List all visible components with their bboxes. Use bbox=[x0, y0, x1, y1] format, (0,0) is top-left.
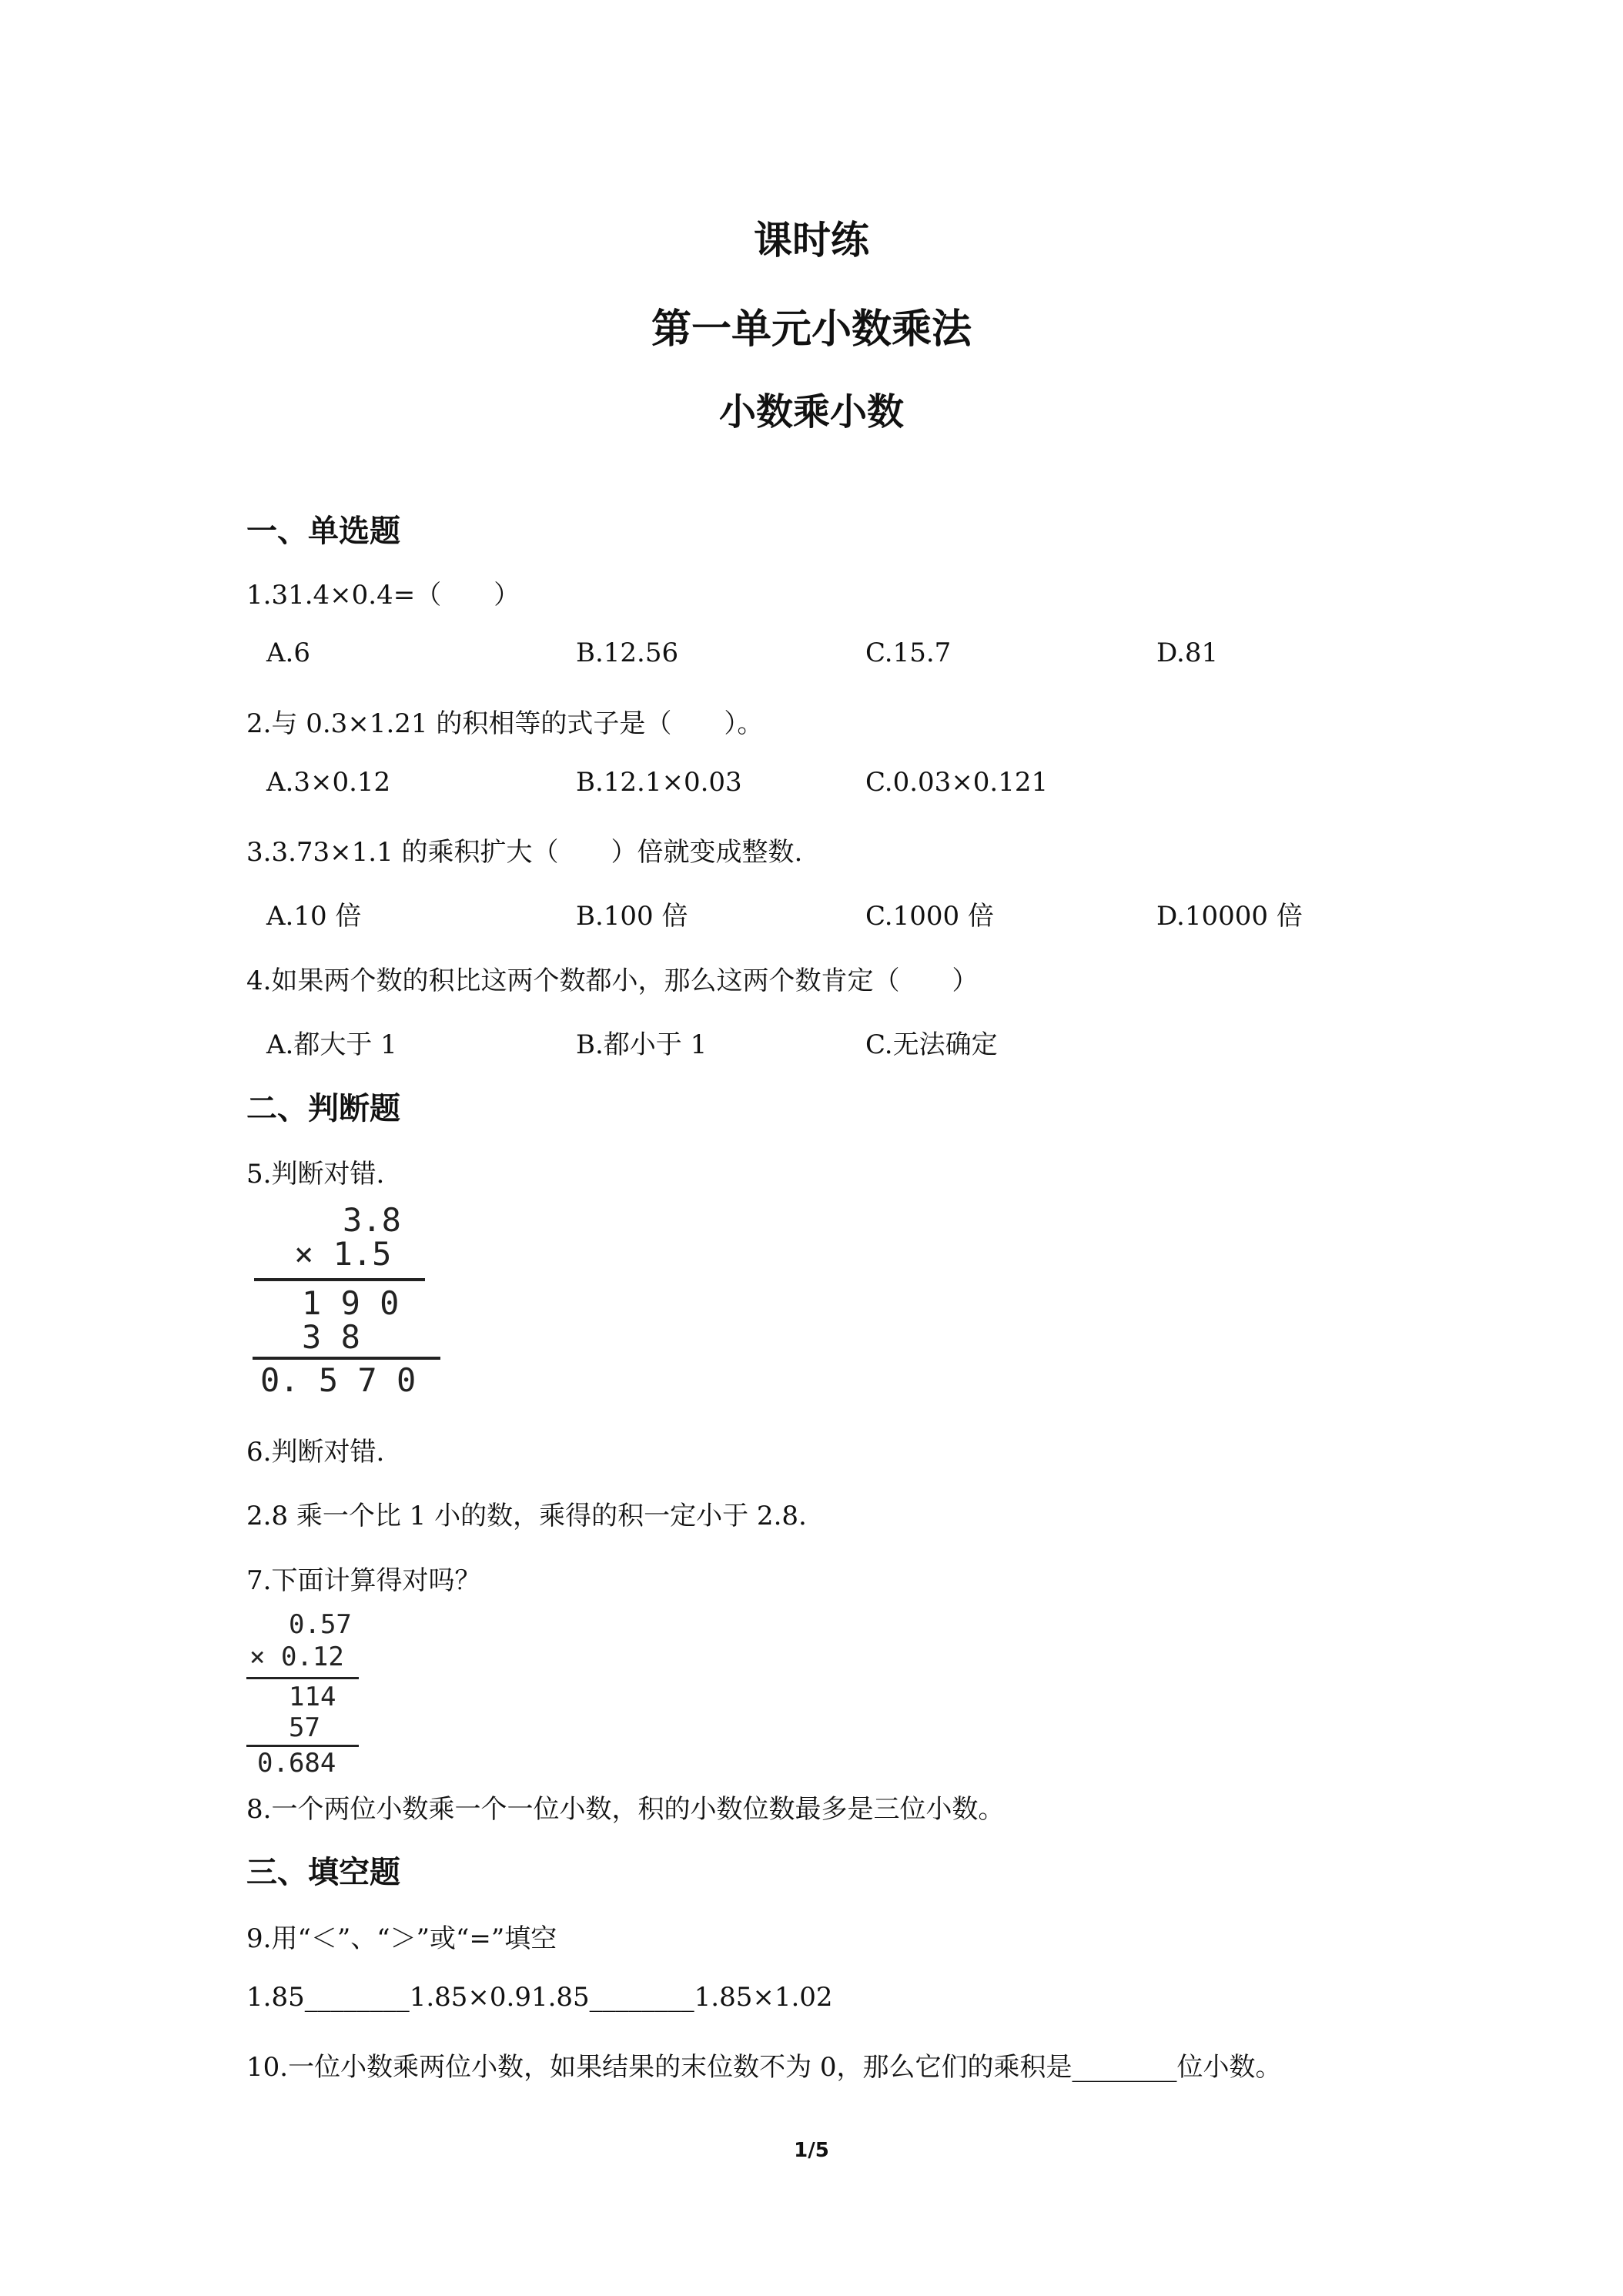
question-10: 10.一位小数乘两位小数，如果结果的末位数不为 0，那么它们的乘积是________位小数。 bbox=[246, 2052, 1282, 2083]
unit-title: 第一单元小数乘法 bbox=[651, 306, 972, 353]
question-6-statement: 2.8 乘一个比 1 小的数，乘得的积一定小于 2.8. bbox=[246, 1501, 807, 1531]
question-9: 9.用“＜”、“＞”或“=”填空 bbox=[246, 1923, 557, 1954]
q4-option-b: B.都小于 1 bbox=[576, 1029, 708, 1060]
calc2-multiplier: × 0.12 bbox=[249, 1642, 344, 1672]
calc1-partial-product-1: 1 9 0 bbox=[302, 1284, 400, 1322]
question-2: 2.与 0.3×1.21 的积相等的式子是（ ）。 bbox=[246, 708, 764, 739]
q1-option-a: A.6 bbox=[266, 638, 310, 668]
question-6: 6.判断对错. bbox=[246, 1437, 385, 1468]
q4-option-c: C.无法确定 bbox=[865, 1029, 998, 1060]
calc1-multiplier: × 1.5 bbox=[294, 1235, 392, 1273]
question-4: 4.如果两个数的积比这两个数都小，那么这两个数肯定（ ） bbox=[246, 966, 979, 996]
vertical-multiplication-figure-1 bbox=[246, 1201, 447, 1401]
page-number: 1/5 bbox=[794, 2139, 829, 2162]
calc1-partial-product-2: 3 8 bbox=[302, 1318, 360, 1356]
q3-option-c: C.1000 倍 bbox=[865, 901, 994, 932]
section-heading-fill-in: 三、填空题 bbox=[246, 1855, 400, 1890]
calc2-partial-product-1: 114 bbox=[289, 1682, 336, 1712]
q1-option-d: D.81 bbox=[1156, 638, 1219, 668]
question-1: 1.31.4×0.4=（ ） bbox=[246, 580, 520, 611]
calc2-rule-2 bbox=[246, 1745, 359, 1747]
calc2-partial-product-2: 57 bbox=[289, 1712, 320, 1743]
calc2-rule-1 bbox=[246, 1677, 359, 1679]
calc2-multiplicand: 0.57 bbox=[289, 1609, 352, 1640]
q2-option-b: B.12.1×0.03 bbox=[576, 767, 742, 798]
q2-option-c: C.0.03×0.121 bbox=[865, 767, 1049, 798]
question-9-blanks: 1.85________1.85×0.91.85________1.85×1.02 bbox=[246, 1982, 833, 2013]
calc1-rule-2 bbox=[253, 1357, 440, 1360]
q2-option-a: A.3×0.12 bbox=[266, 767, 391, 798]
question-5: 5.判断对错. bbox=[246, 1159, 385, 1190]
q4-option-a: A.都大于 1 bbox=[266, 1029, 397, 1060]
section-heading-true-false: 二、判断题 bbox=[246, 1091, 400, 1126]
section-heading-single-choice: 一、单选题 bbox=[246, 514, 400, 549]
lesson-title: 小数乘小数 bbox=[718, 390, 904, 433]
calc1-rule-1 bbox=[254, 1278, 425, 1281]
calc1-multiplicand: 3.8 bbox=[343, 1201, 401, 1239]
worksheet-title: 课时练 bbox=[754, 218, 869, 263]
question-8: 8.一个两位小数乘一个一位小数，积的小数位数最多是三位小数。 bbox=[246, 1794, 1005, 1825]
question-3: 3.3.73×1.1 的乘积扩大（ ）倍就变成整数. bbox=[246, 837, 803, 868]
question-7: 7.下面计算得对吗？ bbox=[246, 1565, 481, 1596]
q1-option-c: C.15.7 bbox=[865, 638, 952, 668]
calc2-result: 0.684 bbox=[257, 1748, 336, 1779]
q1-option-b: B.12.56 bbox=[576, 638, 679, 668]
vertical-multiplication-figure-2 bbox=[246, 1609, 400, 1779]
q3-option-a: A.10 倍 bbox=[266, 901, 362, 932]
q3-option-d: D.10000 倍 bbox=[1156, 901, 1303, 932]
q3-option-b: B.100 倍 bbox=[576, 901, 688, 932]
calc1-result: 0. 5 7 0 bbox=[260, 1361, 417, 1399]
